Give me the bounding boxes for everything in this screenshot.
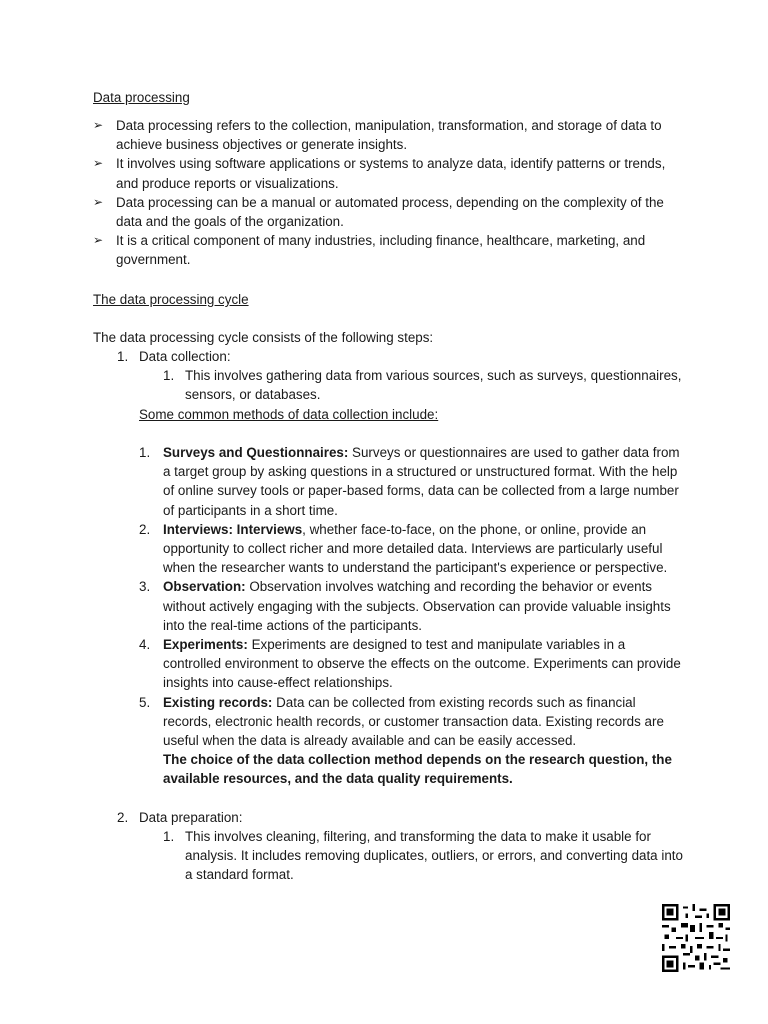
methods-conclusion: The choice of the data collection method depends on the research question, the available resources, and the data quality requirements. (163, 752, 672, 787)
step-2-description: This involves cleaning, filtering, and transforming the data to make it usable for analysis. It includes removing duplicates, outliers, or errors, and converting data into a standard format. (185, 829, 683, 883)
list-item: ➢ Data processing refers to the collection, manipulation, transformation, and storage of data to achieve business objectives or generate insights. (93, 118, 662, 153)
methods-list (93, 443, 683, 789)
cycle-steps (93, 347, 683, 885)
list-item: 5. Existing records: Data can be collected from existing records such as financial records, electronic health records, or customer transaction data. Existing records are useful when the data is already available and can be easily accessed. The choice of the data collection method depends on the research question, the available resources, and the data quality requirements. (139, 694, 672, 787)
list-item: 1. Surveys and Questionnaires: Surveys or questionnaires are used to gather data from a target group by asking questions in a structured or unstructured format. With the help of online survey tools or paper-based forms, data can be collected from a large number of participants in a short time. (139, 445, 680, 518)
list-item: 2. Interviews: Interviews, whether face-to-face, on the phone, or online, provide an opportunity to collect richer and more detailed data. Interviews are particularly useful when the researcher wants to understand the participant's experience or perspective. (139, 521, 668, 576)
arrow-bullet-icon: ➢ (93, 156, 104, 171)
step-1: 1. Data collection: 1. This involves gathering data from various sources, such as surveys, questionnaires, sensors, or databases. Some common methods of data collection include: 1. Surveys and Questionnaires: Surveys or questionnaires are used to gather data from a target group by asking questions in a structured or unstructured format. With the help of online survey tools or paper-based forms, data can be collected from a large number of participants in a short time. 2. Interviews: Interviews, whether face-to-face, on the phone, or online, provide an opportunity to collect richer and more detailed data. Interviews are particularly useful when the researcher wants to understand the participant's experience or perspective. 3. Observation: Observation involves watching and recording the behavior or events without actively engaging with the subjects. Observation can provide valuable insights into the real-time actions of the participants. 4. Experiments: Experiments are designed to test and manipulate variables in a controlled environment to observe the effects on the outcome. Experiments can provide insights into cause-effect relationships. 5. Existing records: Data can be collected from existing records such as financial records, electronic health records, or customer transaction data. Existing records are useful when the data is already available and can be easily accessed. The choice of the data collection method depends on the research question, the available resources, and the data quality requirements. (93, 347, 683, 789)
step-2: 2. Data preparation: 1. This involves cleaning, filtering, and transforming the data to make it usable for analysis. It includes removing duplicates, outliers, or errors, and converting data into a standard format. (117, 809, 683, 883)
arrow-bullet-icon: ➢ (93, 233, 104, 248)
list-item: ➢ It is a critical component of many industries, including finance, healthcare, marketing, and government. (93, 233, 646, 268)
cycle-intro: The data processing cycle consists of the following steps: (93, 330, 434, 345)
bullet-list (93, 116, 683, 270)
methods-heading: Some common methods of data collection include: (139, 406, 439, 422)
section-title-data-processing: Data processing (93, 90, 190, 105)
section-title-cycle: The data processing cycle (93, 292, 249, 307)
step-1-description: This involves gathering data from various sources, such as surveys, questionnaires, sensors, or databases. (185, 368, 682, 403)
list-item: ➢ It involves using software applications or systems to analyze data, identify patterns or trends, and produce reports or visualizations. (93, 156, 666, 191)
arrow-bullet-icon: ➢ (93, 118, 104, 132)
step-1-label: Data collection: (139, 349, 231, 364)
qr-code-icon[interactable] (660, 904, 732, 972)
step-2-label: Data preparation: (139, 809, 243, 825)
list-item: 3. Observation: Observation involves watching and recording the behavior or events without actively engaging with the subjects. Observation can provide valuable insights into the real-time actions of the participants. (139, 579, 671, 633)
list-item: 4. Experiments: Experiments are designed to test and manipulate variables in a controlled environment to observe the effects on the outcome. Experiments can provide insights into cause-effect relationships. (139, 637, 681, 691)
arrow-bullet-icon: ➢ (93, 194, 104, 209)
list-item: ➢ Data processing can be a manual or automated process, depending on the complexity of the data and the goals of the organization. (93, 194, 664, 230)
